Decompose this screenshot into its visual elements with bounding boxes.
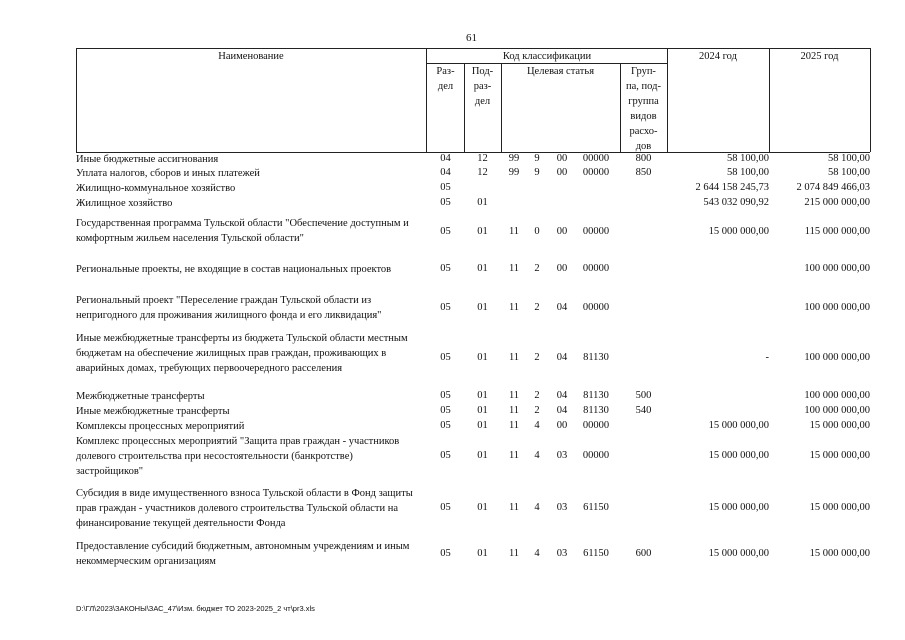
cell-y24: 2 644 158 245,73 (695, 182, 769, 193)
cell-p2: 2 (534, 405, 540, 416)
cell-p4: 00000 (582, 263, 610, 274)
cell-rz: 05 (440, 226, 451, 237)
cell-p2: 0 (534, 226, 540, 237)
cell-y25: 100 000 000,00 (804, 405, 870, 416)
cell-gr: 500 (635, 390, 652, 401)
cell-y25: 100 000 000,00 (804, 390, 870, 401)
cell-y25: 100 000 000,00 (804, 352, 870, 363)
cell-p2: 4 (534, 502, 540, 513)
cell-p1: 11 (508, 352, 520, 363)
table-row (76, 293, 870, 325)
cell-pr: 01 (477, 352, 488, 363)
header-name: Наименование (218, 51, 284, 62)
cell-p2: 2 (534, 302, 540, 313)
cell-p2: 9 (534, 167, 540, 178)
cell-y25: 215 000 000,00 (804, 197, 870, 208)
table-row (76, 539, 870, 571)
cell-p3: 04 (556, 352, 568, 363)
cell-y24: 58 100,00 (727, 153, 769, 164)
row-name: Жилищно-коммунальное хозяйство (76, 183, 236, 194)
table-row (76, 419, 870, 434)
cell-p1: 99 (508, 153, 520, 164)
cell-p1: 11 (508, 405, 520, 416)
header-tselevaya: Целевая статья (526, 66, 595, 77)
table-row (76, 166, 870, 181)
row-name: Субсидия в виде имущественного взноса Тульской области в Фонд защиты прав граждан - участников долевого строительства Тульской области на финансирование текущей деятельности Фонда (76, 488, 413, 529)
cell-pr: 01 (477, 226, 488, 237)
cell-pr: 01 (477, 450, 488, 461)
cell-y24: 15 000 000,00 (708, 502, 769, 513)
table-row (76, 486, 870, 532)
cell-p3: 00 (556, 153, 568, 164)
cell-y24: 58 100,00 (727, 167, 769, 178)
cell-y25: 58 100,00 (828, 153, 870, 164)
cell-rz: 05 (440, 352, 451, 363)
row-name: Иные бюджетные ассигнования (76, 154, 219, 165)
cell-p2: 2 (534, 390, 540, 401)
table-row (76, 434, 870, 480)
cell-pr: 01 (477, 502, 488, 513)
cell-p2: 4 (534, 450, 540, 461)
cell-y25: 58 100,00 (828, 167, 870, 178)
cell-p4: 00000 (582, 226, 610, 237)
cell-p2: 9 (534, 153, 540, 164)
cell-pr: 12 (477, 167, 488, 178)
cell-p1: 11 (508, 420, 520, 431)
cell-y25: 2 074 849 466,03 (796, 182, 870, 193)
cell-pr: 12 (477, 153, 488, 164)
cell-y24: 15 000 000,00 (708, 420, 769, 431)
cell-gr: 600 (635, 548, 652, 559)
row-name: Уплата налогов, сборов и иных платежей (76, 168, 260, 179)
cell-p4: 61150 (583, 548, 609, 559)
cell-y24: - (765, 352, 769, 363)
cell-p1: 11 (508, 263, 520, 274)
cell-rz: 05 (440, 405, 451, 416)
cell-rz: 05 (440, 182, 451, 193)
cell-pr: 01 (477, 420, 488, 431)
cell-pr: 01 (477, 548, 488, 559)
cell-p3: 00 (556, 167, 568, 178)
cell-rz: 05 (440, 263, 451, 274)
cell-p2: 2 (534, 352, 540, 363)
row-name: Комплексы процессных мероприятий (76, 421, 245, 432)
cell-p4: 81130 (583, 390, 609, 401)
row-name: Комплекс процессных мероприятий "Защита прав граждан - участников долевого строительства при несостоятельности (банкротстве) застройщиков" (76, 436, 400, 477)
row-name: Иные межбюджетные трансферты (76, 406, 230, 417)
cell-rz: 05 (440, 548, 451, 559)
row-name: Региональные проекты, не входящие в состав национальных проектов (76, 264, 392, 275)
table-row (76, 152, 870, 167)
cell-p4: 00000 (582, 153, 610, 164)
cell-p4: 81130 (583, 352, 609, 363)
cell-rz: 04 (440, 167, 451, 178)
header-code: Код классификации (502, 51, 592, 62)
table-row (76, 196, 870, 211)
cell-rz: 05 (440, 302, 451, 313)
cell-p1: 11 (508, 302, 520, 313)
page-number: 61 (466, 32, 477, 44)
table-row (76, 389, 870, 404)
cell-p1: 99 (508, 167, 520, 178)
cell-p1: 11 (508, 390, 520, 401)
cell-p4: 00000 (582, 450, 610, 461)
cell-p3: 04 (556, 302, 568, 313)
row-name: Региональный проект "Переселение граждан Тульской области из непригодного для проживания жилищного фонда и его ликвидация" (76, 295, 382, 321)
cell-pr: 01 (477, 405, 488, 416)
cell-p1: 11 (508, 450, 520, 461)
cell-rz: 05 (440, 420, 451, 431)
cell-gr: 540 (635, 405, 652, 416)
cell-p2: 4 (534, 420, 540, 431)
cell-p3: 03 (556, 548, 568, 559)
file-path-footer: D:\ГЛ\2023\ЗАКОНЫ\ЗАС_47\Изм. бюджет ТО 2023-2025_2 чт\pr3.xls (76, 604, 315, 613)
cell-y24: 15 000 000,00 (708, 226, 769, 237)
cell-y25: 115 000 000,00 (804, 226, 870, 237)
cell-y24: 15 000 000,00 (708, 450, 769, 461)
header-year-2025: 2025 год (800, 51, 839, 62)
cell-rz: 04 (440, 153, 451, 164)
cell-y24: 543 032 090,92 (703, 197, 769, 208)
cell-p2: 4 (534, 548, 540, 559)
row-name: Жилищное хозяйство (76, 198, 173, 209)
cell-gr: 800 (635, 153, 652, 164)
cell-rz: 05 (440, 502, 451, 513)
table-row (76, 181, 870, 196)
header-divider (870, 48, 871, 152)
cell-p3: 04 (556, 405, 568, 416)
cell-p3: 03 (556, 502, 568, 513)
cell-y25: 15 000 000,00 (809, 420, 870, 431)
cell-pr: 01 (477, 197, 488, 208)
row-name: Межбюджетные трансферты (76, 391, 205, 402)
cell-pr: 01 (477, 302, 488, 313)
cell-p4: 00000 (582, 167, 610, 178)
cell-p3: 00 (556, 420, 568, 431)
cell-pr: 01 (477, 390, 488, 401)
header-year-2024: 2024 год (699, 51, 737, 62)
header-gruppa: Груп- па, под- группа видов расхо- дов (626, 66, 661, 152)
cell-y24: 15 000 000,00 (708, 548, 769, 559)
cell-y25: 15 000 000,00 (809, 548, 870, 559)
cell-p3: 00 (556, 263, 568, 274)
cell-y25: 100 000 000,00 (804, 302, 870, 313)
cell-y25: 100 000 000,00 (804, 263, 870, 274)
cell-rz: 05 (440, 390, 451, 401)
cell-rz: 05 (440, 450, 451, 461)
cell-p3: 04 (556, 390, 568, 401)
row-name: Иные межбюджетные трансферты из бюджета Тульской области местным бюджетам на обеспечение жилищных прав граждан, проживающих в аварийных домах, требующих первоочередного расселения (76, 333, 408, 374)
cell-rz: 05 (440, 197, 451, 208)
cell-gr: 850 (635, 167, 652, 178)
table-row (76, 331, 870, 387)
row-name: Государственная программа Тульской области "Обеспечение доступным и комфортным жильем населения Тульской области" (76, 218, 409, 244)
cell-p4: 00000 (582, 302, 610, 313)
cell-pr: 01 (477, 263, 488, 274)
cell-y25: 15 000 000,00 (809, 450, 870, 461)
cell-p4: 81130 (583, 405, 609, 416)
table-row (76, 216, 870, 250)
cell-p1: 11 (508, 502, 520, 513)
cell-p2: 2 (534, 263, 540, 274)
cell-y25: 15 000 000,00 (809, 502, 870, 513)
cell-p1: 11 (508, 548, 520, 559)
cell-p4: 61150 (583, 502, 609, 513)
cell-p3: 03 (556, 450, 568, 461)
header-podrazdel: Под- раз- дел (471, 66, 494, 107)
header-razdel: Раз- дел (436, 66, 455, 92)
table-row (76, 404, 870, 419)
table-row (76, 262, 870, 278)
cell-p3: 00 (556, 226, 568, 237)
cell-p4: 00000 (582, 420, 610, 431)
cell-p1: 11 (508, 226, 520, 237)
row-name: Предоставление субсидий бюджетным, автономным учреждениям и иным некоммерческим организациям (76, 541, 410, 567)
